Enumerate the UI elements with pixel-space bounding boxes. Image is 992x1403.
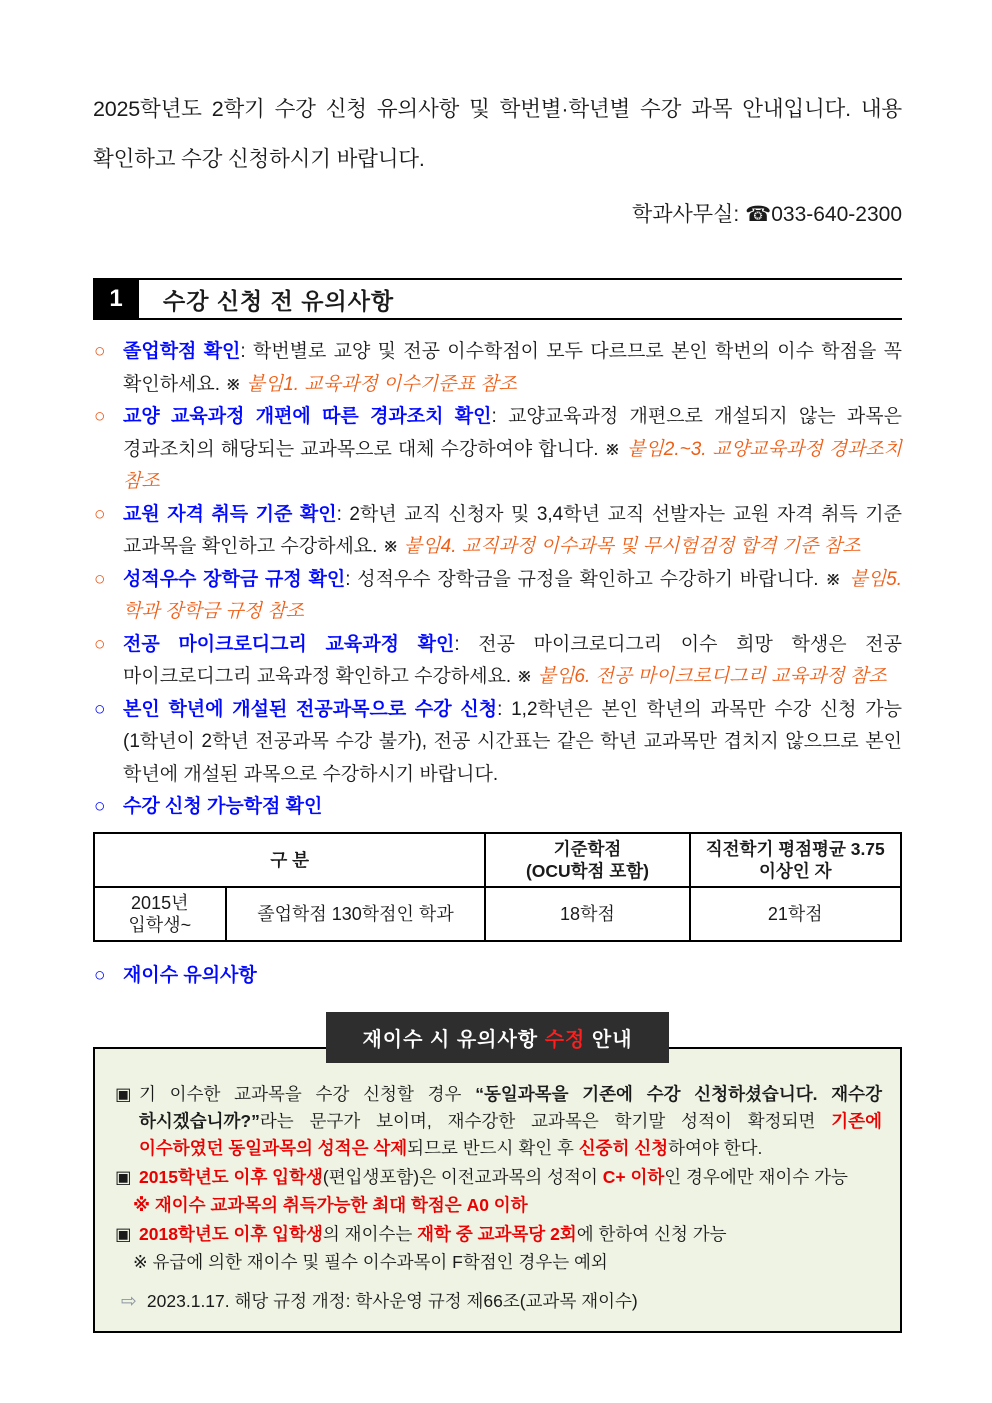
notice-list bbox=[93, 336, 902, 992]
notice-paragraph-duplicate-course bbox=[111, 1081, 882, 1162]
bullet-body: : 2학년 교직 신청자 및 3,4학년 교직 선발자는 교원 자격 취득 기준 교과목을 확인하고 수강하세요. bbox=[123, 503, 902, 557]
bullet-liberal-arts-transition-check bbox=[93, 401, 902, 499]
section-number-badge: 1 bbox=[93, 278, 139, 320]
notice-text: (편입생포함)은 이전교과목의 성적이 bbox=[322, 1167, 603, 1187]
circle-bullet-icon: ○ bbox=[94, 341, 106, 362]
bullet-body: : 전공 마이크로디그리 이수 희망 학생은 전공 마이크로디그리 교육과정 확인하고 수강하세요. bbox=[123, 633, 902, 687]
reference-mark: ※ bbox=[825, 568, 850, 590]
table-header-row bbox=[94, 833, 901, 887]
reference-mark: ※ bbox=[382, 536, 404, 557]
notice-text: 기 이수한 교과목을 수강 신청할 경우 bbox=[139, 1084, 476, 1104]
circle-bullet-icon: ○ bbox=[94, 503, 106, 525]
banner-text-post: 안내 bbox=[585, 1029, 633, 1051]
cell-dept: 졸업학점 130학점인 학과 bbox=[226, 887, 486, 941]
cell-cohort-line1: 2015년 bbox=[131, 892, 189, 913]
notice-text-red: 재학 중 교과목당 2회 bbox=[417, 1224, 577, 1244]
bullet-scholarship-rule-check bbox=[93, 564, 902, 629]
reference-mark: ※ bbox=[516, 666, 538, 687]
cell-base-credits: 18학점 bbox=[485, 887, 689, 941]
notice-text-red: 기존에 이수하였던 동일과목의 성적은 삭제 bbox=[139, 1111, 882, 1158]
cell-cohort-line2: 입학생~ bbox=[128, 914, 192, 935]
header-base-credits-line2: (OCU학점 포함) bbox=[525, 860, 649, 881]
notice-text: 라는 문구가 보이며, 재수강한 교과목은 학기말 성적이 확정되면 bbox=[259, 1111, 832, 1131]
bullet-lead: 교원 자격 취득 기준 확인 bbox=[123, 503, 337, 525]
bullet-lead: 전공 마이크로디그리 교육과정 확인 bbox=[123, 633, 455, 655]
section-title: 수강 신청 전 유의사항 bbox=[139, 278, 902, 320]
notice-text: 되므로 반드시 확인 후 bbox=[407, 1138, 579, 1158]
notice-text-red: 신중히 신청 bbox=[578, 1138, 669, 1158]
circle-bullet-icon: ○ bbox=[94, 964, 106, 986]
square-bullet-icon: ▣ bbox=[115, 1167, 132, 1187]
retake-notice-box bbox=[93, 1047, 902, 1333]
bullet-lead: 졸업학점 확인 bbox=[123, 341, 241, 362]
regulation-text: 2023.1.17. 해당 규정 개정: 학사운영 규정 제66조(교과목 재이수) bbox=[146, 1291, 638, 1311]
bullet-own-grade-courses bbox=[93, 694, 902, 792]
header-gpa-credits-line2: 이상인 자 bbox=[759, 860, 832, 881]
bullet-graduation-credit-check bbox=[93, 336, 902, 401]
circle-bullet-icon: ○ bbox=[94, 633, 106, 655]
bullet-lead: 재이수 유의사항 bbox=[123, 964, 257, 986]
circle-bullet-icon: ○ bbox=[94, 568, 106, 590]
attachment-note: 붙임5. 학과 장학금 규정 참조 bbox=[123, 568, 903, 622]
bullet-body: : 성적우수 장학금을 규정을 확인하고 수강하기 바랍니다. bbox=[345, 568, 826, 590]
bullet-body: : 1,2학년은 본인 학년의 과목만 수강 신청 가능(1학년이 2학년 전공과목 수강 불가), 전공 시간표는 같은 학년 교과목만 겹치지 않으므로 본인 학년에 개설된 과목으로 수강하시기 바랍니다. bbox=[123, 698, 902, 785]
reference-mark: ※ bbox=[604, 438, 628, 460]
attachment-note: 붙임2.~3. 교양교육과정 경과조치 참조 bbox=[123, 438, 903, 492]
phone-number: ☎033-640-2300 bbox=[745, 203, 902, 226]
header-category: 구 분 bbox=[94, 833, 485, 887]
bullet-retake-notes bbox=[93, 960, 902, 993]
header-gpa-credits bbox=[690, 833, 901, 887]
retake-notice-banner bbox=[326, 1012, 668, 1063]
notice-text-red: C+ 이하 bbox=[602, 1167, 665, 1187]
bullet-available-credits-check bbox=[93, 791, 902, 824]
bullet-lead: 교양 교육과정 개편에 따른 경과조치 확인 bbox=[123, 406, 492, 427]
bullet-lead: 성적우수 장학금 규정 확인 bbox=[123, 568, 346, 590]
bullet-lead: 수강 신청 가능학점 확인 bbox=[123, 796, 323, 817]
banner-highlight: 수정 bbox=[544, 1029, 586, 1051]
attachment-note: 붙임6. 전공 마이크로디그리 교육과정 참조 bbox=[537, 666, 887, 687]
notice-text: 에 한하여 신청 가능 bbox=[576, 1224, 727, 1244]
notice-text-red: 2015학년도 이후 입학생 bbox=[139, 1167, 323, 1187]
circle-bullet-icon: ○ bbox=[94, 406, 106, 427]
attachment-note: 붙임1. 교육과정 이수기준표 참조 bbox=[246, 373, 517, 395]
intro-paragraph: 2025학년도 2학기 수강 신청 유의사항 및 학번별·학년별 수강 과목 안내입니다. 내용 확인하고 수강 신청하시기 바랍니다. bbox=[93, 97, 902, 171]
notice-text-bold: “동일과목을 기존에 수강 신청하셨습니다. 재수강 하시겠습니까?” bbox=[139, 1084, 882, 1131]
circle-bullet-icon: ○ bbox=[94, 698, 106, 720]
cell-cohort bbox=[94, 887, 226, 941]
header-gpa-credits-line1: 직전학기 평점평균 3.75 bbox=[705, 838, 885, 859]
bullet-teacher-cert-check bbox=[93, 499, 902, 564]
notice-paragraph-2018-cohort bbox=[111, 1221, 882, 1248]
notice-subnote-max-grade: ※ 재이수 교과목의 취득가능한 최대 학점은 A0 이하 bbox=[133, 1195, 528, 1215]
notice-text: 인 경우에만 재이수 가능 bbox=[664, 1167, 848, 1187]
section-header bbox=[93, 278, 902, 320]
credit-limit-table bbox=[93, 832, 902, 942]
notice-text: 의 재이수는 bbox=[322, 1224, 418, 1244]
bullet-lead: 본인 학년에 개설된 전공과목으로 수강 신청 bbox=[123, 698, 498, 720]
circle-bullet-icon: ○ bbox=[94, 796, 106, 817]
bullet-microdegree-check bbox=[93, 629, 902, 694]
header-base-credits-line1: 기준학점 bbox=[553, 838, 622, 859]
arrow-right-icon: ⇨ bbox=[121, 1291, 137, 1312]
square-bullet-icon: ▣ bbox=[115, 1084, 132, 1104]
notice-regulation-reference bbox=[111, 1288, 882, 1315]
attachment-note: 붙임4. 교직과정 이수과목 및 무시험검정 합격 기준 참조 bbox=[403, 536, 861, 557]
bullet-body: : 학번별로 교양 및 전공 이수학점이 모두 다르므로 본인 학번의 이수 학점을 꼭 확인하세요. bbox=[123, 341, 902, 395]
square-bullet-icon: ▣ bbox=[115, 1224, 132, 1244]
banner-text-pre: 재이수 시 유의사항 bbox=[362, 1029, 545, 1051]
notice-paragraph-2015-cohort bbox=[111, 1164, 882, 1191]
bullet-body: : 교양교육과정 개편으로 개설되지 않는 과목은 경과조치의 해당되는 교과목으로 대체 수강하여야 합니다. bbox=[123, 406, 902, 460]
table-row bbox=[94, 887, 901, 941]
cell-gpa-credits: 21학점 bbox=[690, 887, 901, 941]
reference-mark: ※ bbox=[225, 373, 247, 395]
notice-subnote-exceptions: ※ 유급에 의한 재이수 및 필수 이수과목이 F학점인 경우는 예외 bbox=[133, 1252, 608, 1272]
header-base-credits bbox=[485, 833, 689, 887]
contact-line bbox=[93, 198, 902, 228]
contact-label: 학과사무실: bbox=[631, 203, 746, 226]
notice-text: 하여야 한다. bbox=[668, 1138, 763, 1158]
notice-text-red: 2018학년도 이후 입학생 bbox=[139, 1224, 323, 1244]
